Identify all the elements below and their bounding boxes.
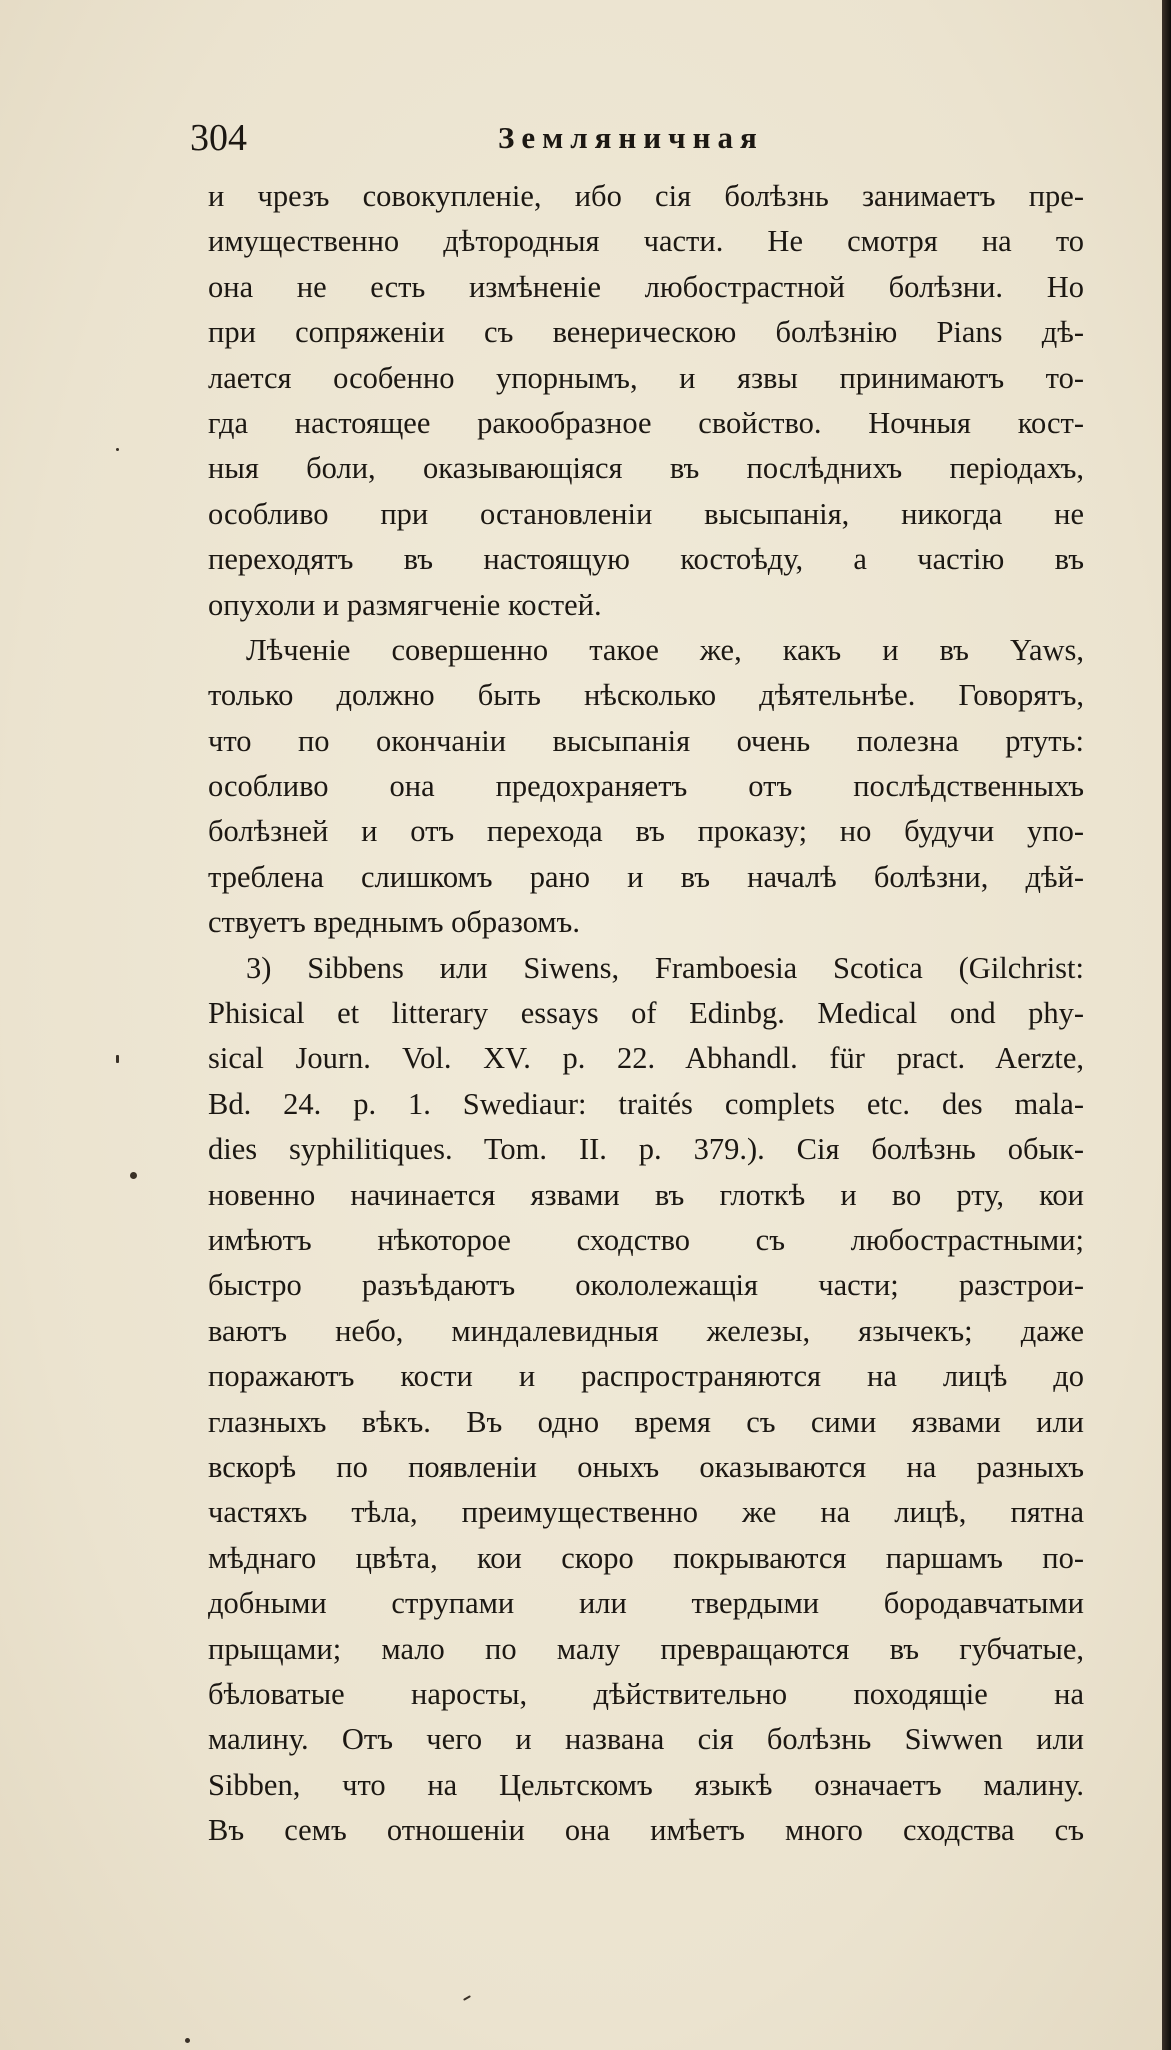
paragraph-first-line: Лѣченіе совершенно такое же, какъ и въ Yaws, [246, 632, 1084, 667]
paragraph-first-line: 3) Sibbens или Siwens, Framboesia Scotica (Gilchrist: [246, 950, 1084, 985]
page-header [190, 118, 1090, 158]
ink-speck [185, 2038, 190, 2043]
text-line: бѣловатые наросты, дѣйствительно походящіе на [208, 1676, 1084, 1711]
text-line: она не есть измѣненіе любострастной болѣзни. Но [208, 269, 1084, 304]
text-line: dies syphilitiques. Tom. II. p. 379.). Сія болѣзнь обык- [208, 1132, 1084, 1167]
text-line: вскорѣ по появленіи оныхъ оказываются на разныхъ [208, 1449, 1084, 1484]
text-line: только должно быть нѣсколько дѣятельнѣе. Говорятъ, [208, 678, 1084, 713]
text-line: треблена слишкомъ рано и въ началѣ болѣзни, дѣй- [208, 859, 1084, 894]
text-line: лается особенно упорнымъ, и язвы принимаютъ то- [208, 360, 1084, 395]
text-line: Sibben, что на Цельтскомъ языкѣ означаетъ малину. [208, 1767, 1084, 1802]
ink-speck [116, 448, 119, 451]
text-line: гда настоящее ракообразное свойство. Ночныя кост- [208, 405, 1084, 440]
text-line: частяхъ тѣла, преимущественно же на лицѣ, пятна [208, 1495, 1084, 1530]
page-edge-shadow [1162, 0, 1171, 2050]
ink-speck [116, 1055, 119, 1063]
text-line: ваютъ небо, миндалевидныя железы, язычекъ; даже [208, 1313, 1084, 1348]
text-line: поражаютъ кости и распространяются на лицѣ до [208, 1359, 1084, 1394]
text-line: новенно начинается язвами въ глоткѣ и во рту, кои [208, 1177, 1084, 1212]
text-line: что по окончаніи высыпанія очень полезна ртуть: [208, 723, 1084, 758]
text-line: Phisical et litterary essays of Edinbg. Medical ond phy- [208, 996, 1084, 1031]
text-line: опухоли и размягченіе костей. [208, 587, 602, 622]
ink-speck [463, 1995, 471, 2001]
text-line: болѣзней и отъ перехода въ проказу; но будучи упо- [208, 814, 1084, 849]
text-line: мѣднаго цвѣта, кои скоро покрываются паршамъ по- [208, 1540, 1084, 1575]
text-line: Въ семъ отношеніи она имѣетъ много сходства съ [208, 1813, 1084, 1848]
running-head: Земляничная [498, 120, 764, 155]
text-line: имѣютъ нѣкоторое сходство съ любострастными; [208, 1222, 1084, 1257]
text-line: sical Journ. Vol. XV. p. 22. Abhandl. für pract. Aerzte, [208, 1041, 1084, 1076]
text-line: добными струпами или твердыми бородавчатыми [208, 1586, 1084, 1621]
text-line: глазныхъ вѣкъ. Въ одно время съ сими язвами или [208, 1404, 1084, 1439]
body-text [208, 174, 1084, 1853]
text-line: прыщами; мало по малу превращаются въ губчатые, [208, 1631, 1084, 1666]
text-line: быстро разъѣдаютъ окололежащія части; разстрои- [208, 1268, 1084, 1303]
text-line: малину. Отъ чего и названа сія болѣзнь Siwwen или [208, 1722, 1084, 1757]
text-line: Bd. 24. p. 1. Swediaur: traités complets etc. des mala- [208, 1086, 1084, 1121]
ink-speck [130, 1172, 137, 1179]
text-line: особливо при остановленіи высыпанія, никогда не [208, 496, 1084, 531]
text-line: и чрезъ совокупленіе, ибо сія болѣзнь занимаетъ пре- [208, 179, 1084, 213]
text-line: имущественно дѣтородныя части. Не смотря на то [208, 224, 1084, 259]
text-line: особливо она предохраняетъ отъ послѣдственныхъ [208, 769, 1084, 804]
page-number: 304 [190, 117, 247, 159]
text-line: переходятъ въ настоящую костоѣду, а частію въ [208, 542, 1084, 577]
text-line: ствуетъ вреднымъ образомъ. [208, 905, 580, 940]
text-line: при сопряженіи съ венерическою болѣзнію Pians дѣ- [208, 315, 1084, 350]
text-line: ныя боли, оказывающіяся въ послѣднихъ періодахъ, [208, 451, 1084, 486]
